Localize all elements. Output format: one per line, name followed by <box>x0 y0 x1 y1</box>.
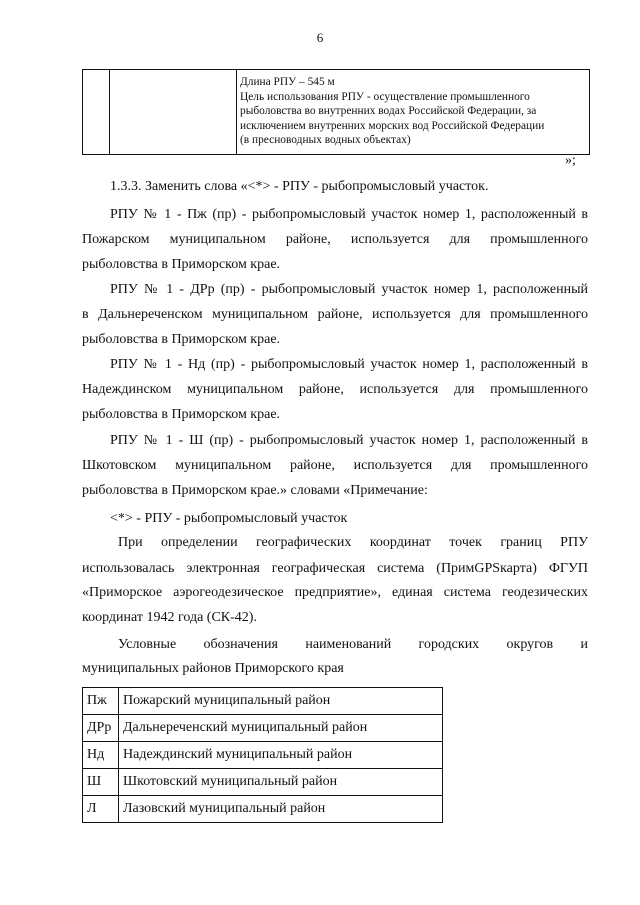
body-line: координат 1942 года (СК-42). <box>82 610 257 625</box>
top-table-line: Цель использования РПУ - осуществление промышленного <box>240 90 530 103</box>
closing-quote: »; <box>565 153 576 168</box>
body-line: РПУ № 1 - ДРр (пр) - рыбопромысловый участок номер 1, расположенный <box>110 282 588 297</box>
legend-code: ДРр <box>83 715 119 742</box>
top-table-line: Длина РПУ – 545 м <box>240 76 335 88</box>
top-table-cell-2 <box>110 70 237 155</box>
table-row <box>83 796 443 823</box>
top-table-cell-1 <box>83 70 110 155</box>
top-table <box>82 69 590 155</box>
body-line: Шкотовском муниципальном районе, используется для промышленного <box>82 458 588 473</box>
top-table-line: (в пресноводных водных объектах) <box>240 134 411 146</box>
body-line: использовалась электронная географическая система (ПримGPSкарта) ФГУП <box>82 561 588 576</box>
body-line: При определении географических координат точек границ РПУ <box>118 535 588 550</box>
body-line: муниципальных районов Приморского края <box>82 661 344 676</box>
body-line: Условные обозначения наименований городских округов и <box>118 637 588 652</box>
legend-code: Пж <box>83 688 119 715</box>
body-line: Надеждинском муниципальном районе, используется для промышленного <box>82 382 588 397</box>
legend-name: Пожарский муниципальный район <box>119 688 443 715</box>
body-line: рыболовства в Приморском крае. <box>82 332 281 347</box>
body-line: РПУ № 1 - Нд (пр) - рыбопромысловый участок номер 1, расположенный в <box>110 357 588 372</box>
top-table-line: рыболовства во внутренних водах Российской Федерации, за <box>240 105 537 117</box>
legend-code: Л <box>83 796 119 823</box>
body-line: «Приморское аэрогеодезическое предприятие», единая система геодезических <box>82 585 588 600</box>
body-line: рыболовства в Приморском крае.» словами «Примечание: <box>82 483 428 498</box>
top-table-line: исключением внутренних морских вод Российской Федерации <box>240 119 545 132</box>
body-line: в Дальнереченском муниципальном районе, используется для промышленного <box>82 307 588 322</box>
body-line: РПУ № 1 - Ш (пр) - рыбопромысловый участок номер 1, расположенный в <box>110 433 588 448</box>
table-row <box>83 715 443 742</box>
legend-code: Нд <box>83 742 119 769</box>
legend-table <box>82 687 443 823</box>
page-number: 6 <box>316 30 324 45</box>
table-row <box>83 769 443 796</box>
top-table-cell-3 <box>237 70 590 155</box>
legend-name: Дальнереченский муниципальный район <box>119 715 443 742</box>
table-row <box>83 742 443 769</box>
body-line: РПУ № 1 - Пж (пр) - рыбопромысловый участок номер 1, расположенный в <box>110 207 588 222</box>
legend-name: Шкотовский муниципальный район <box>119 769 443 796</box>
table-row <box>83 688 443 715</box>
body-line: рыболовства в Приморском крае. <box>82 407 281 422</box>
body-line: рыболовства в Приморском крае. <box>82 257 281 272</box>
legend-name: Надеждинский муниципальный район <box>119 742 443 769</box>
legend-code: Ш <box>83 769 119 796</box>
body-line: 1.3.3. Заменить слова «<*> - РПУ - рыбопромысловый участок. <box>110 179 489 194</box>
legend-name: Лазовский муниципальный район <box>119 796 443 823</box>
body-line: Пожарском муниципальном районе, используется для промышленного <box>82 232 588 247</box>
body-line: <*> - РПУ - рыбопромысловый участок <box>110 511 348 526</box>
